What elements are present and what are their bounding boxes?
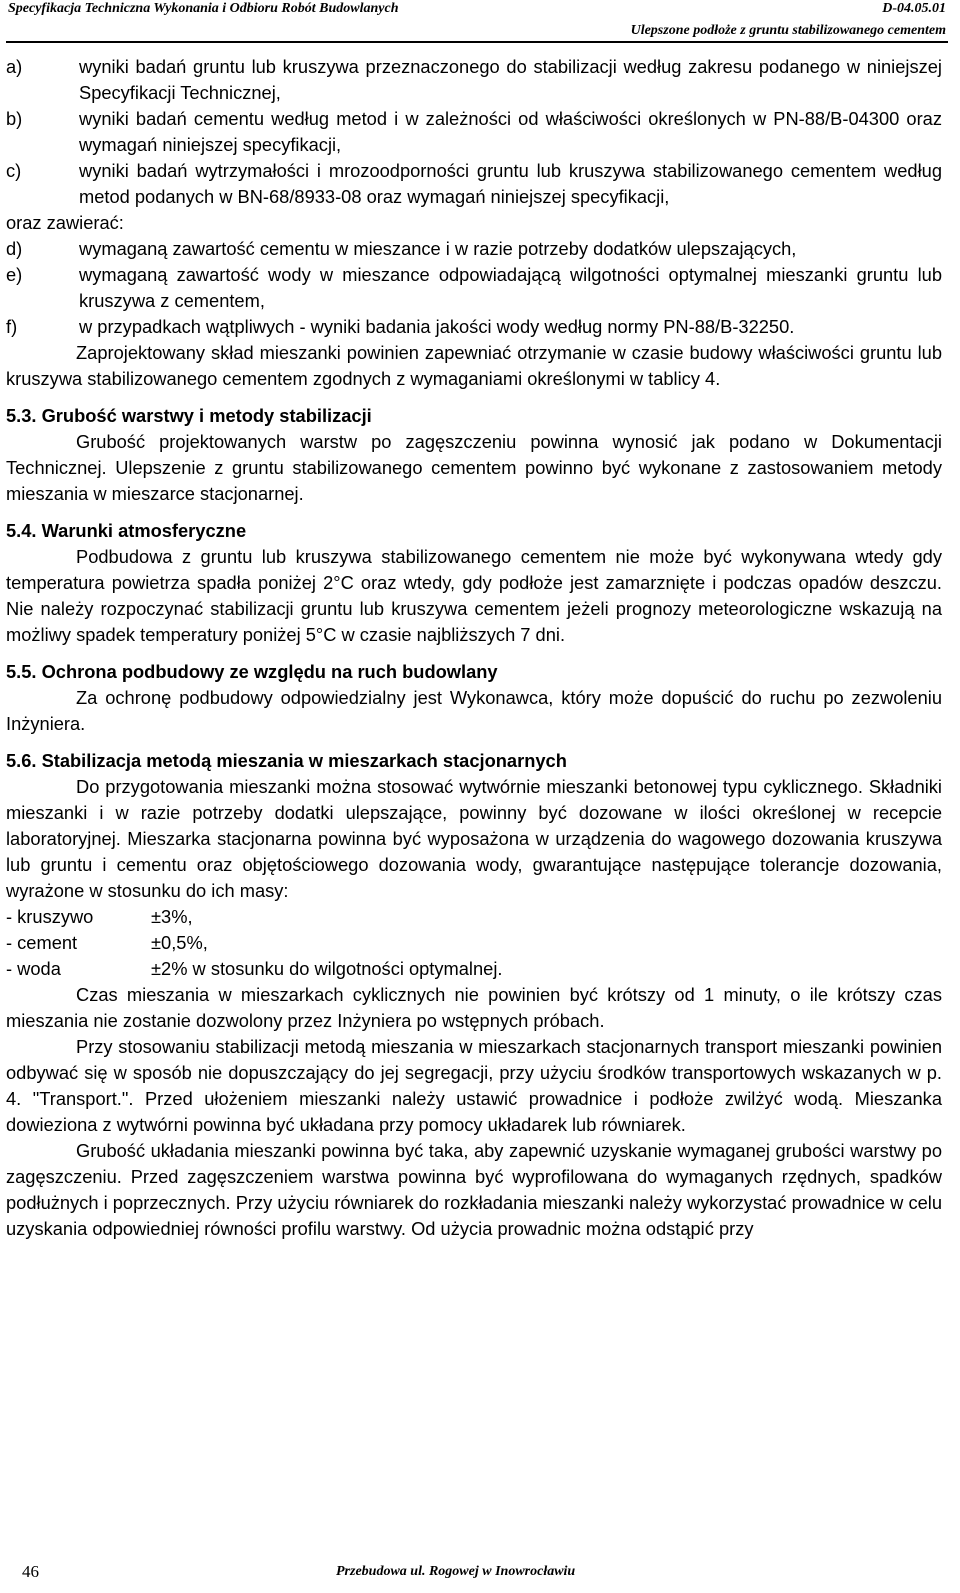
list-marker: b) <box>6 108 23 129</box>
tolerance-name: - cement <box>6 932 78 953</box>
header-document-title: Specyfikacja Techniczna Wykonania i Odbioru Robót Budowlanych <box>8 1 399 16</box>
section-heading: 5.3. Grubość warstwy i metody stabilizacji <box>6 405 372 426</box>
tolerance-name: - kruszywo <box>6 906 94 927</box>
list-marker: f) <box>6 316 18 337</box>
list-item <box>6 236 942 262</box>
header-document-code: D-04.05.01 <box>882 1 946 16</box>
list-item <box>6 314 942 340</box>
page-footer <box>0 1558 960 1588</box>
list-intro: oraz zawierać: <box>6 212 124 233</box>
list-item <box>6 262 942 314</box>
paragraph: Czas mieszania w mieszarkach cyklicznych nie powinien być krótszy od 1 minuty, o ile krótszy czas mieszania nie zostanie dozwolony przez Inżyniera po wstępnych próbach. <box>6 984 942 1031</box>
paragraph: Grubość projektowanych warstw po zagęszczeniu powinna wynosić jak podano w Dokumentacji Technicznej. Ulepszenie z gruntu stabilizowanego cementem powinno być wykonane z zastosowaniem metody mieszania w mieszarce stacjonarnej. <box>6 431 942 504</box>
paragraph: Zaprojektowany skład mieszanki powinien zapewniać otrzymanie w czasie budowy właściwości gruntu lub kruszywa stabilizowanego cementem zgodnych z wymaganiami określonymi w tablicy 4. <box>6 342 942 389</box>
list-text: wyniki badań cementu według metod i w zależności od właściwości określonych w PN-88/B-04300 oraz wymagań niniejszej specyfikacji, <box>79 108 942 155</box>
list-marker: a) <box>6 56 23 77</box>
paragraph: Za ochronę podbudowy odpowiedzialny jest Wykonawca, który może dopuścić do ruchu po zezwoleniu Inżyniera. <box>6 687 942 734</box>
paragraph: Grubość układania mieszanki powinna być taka, aby zapewnić uzyskanie wymaganej grubości warstwy po zagęszczeniu. Przed zagęszczeniem warstwa powinna być wyprofilowana do wymaganych rzędnych, spadków podłużnych i poprzecznych. Przy użyciu równiarek do rozkładania mieszanki należy wykorzystać prowadnice w celu uzyskania odpowiedniej równości profilu warstwy. Od użycia prowadnic można odstąpić przy <box>6 1140 942 1239</box>
list-marker: e) <box>6 264 23 285</box>
tolerance-value: ±2% w stosunku do wilgotności optymalnej. <box>151 958 503 979</box>
paragraph: Przy stosowaniu stabilizacji metodą mieszania w mieszarkach stacjonarnych transport mieszanki powinien odbywać się w sposób nie dopuszczający do jej segregacji, przy użyciu środków transportowych wskazanych w p. 4. "Transport.". Przed ułożeniem mieszanki należy ustawić prowadnice i podłoże zwilżyć wodą. Mieszanka dowieziona z wytwórni powinna być układana przy pomocy układarek lub równiarek. <box>6 1036 942 1135</box>
list-text: wymaganą zawartość cementu w mieszance i w razie potrzeby dodatków ulepszających, <box>79 238 797 259</box>
page-content <box>6 54 942 1242</box>
tolerance-value: ±3%, <box>151 906 193 927</box>
header-section-title: Ulepszone podłoże z gruntu stabilizowanego cementem <box>630 23 946 38</box>
tolerance-name: - woda <box>6 958 61 979</box>
page-number: 46 <box>22 1562 39 1581</box>
footer-project-title: Przebudowa ul. Rogowej w Inowrocławiu <box>336 1564 576 1579</box>
tolerance-row <box>6 930 942 956</box>
list-text: w przypadkach wątpliwych - wyniki badania jakości wody według normy PN-88/B-32250. <box>79 316 795 337</box>
list-marker: c) <box>6 160 22 181</box>
list-item <box>6 158 942 210</box>
page-header <box>0 0 960 44</box>
list-text: wyniki badań gruntu lub kruszywa przeznaczonego do stabilizacji według zakresu podanego w niniejszej Specyfikacji Technicznej, <box>79 56 942 103</box>
paragraph: Do przygotowania mieszanki można stosować wytwórnie mieszanki betonowej typu cyklicznego. Składniki mieszanki i w razie potrzeby dodatki ulepszające, powinny być dozowane w ilości określonej w recepcie laboratoryjnej. Mieszarka stacjonarna powinna być wyposażona w urządzenia do wagowego dozowania kruszywa lub gruntu i cementu oraz objętościowego dozowania wody, gwarantujące następujące tolerancje dozowania, wyrażone w stosunku do ich masy: <box>6 776 942 901</box>
paragraph: Podbudowa z gruntu lub kruszywa stabilizowanego cementem nie może być wykonywana wtedy gdy temperatura powietrza spadła poniżej 2°C oraz wtedy, gdy podłoże jest zamarznięte i podczas opadów deszczu. Nie należy rozpoczynać stabilizacji gruntu lub kruszywa cementem jeżeli prognozy meteorologiczne wskazują na możliwy spadek temperatury poniżej 5°C w czasie najbliższych 7 dni. <box>6 546 942 645</box>
tolerance-row <box>6 956 942 982</box>
section-heading: 5.5. Ochrona podbudowy ze względu na ruch budowlany <box>6 661 498 682</box>
section-heading: 5.6. Stabilizacja metodą mieszania w mieszarkach stacjonarnych <box>6 750 567 771</box>
section-heading: 5.4. Warunki atmosferyczne <box>6 520 247 541</box>
list-text: wyniki badań wytrzymałości i mrozoodporności gruntu lub kruszywa stabilizowanego cementem według metod podanych w BN-68/8933-08 oraz wymagań niniejszej specyfikacji, <box>79 160 942 207</box>
list-item <box>6 54 942 106</box>
list-item <box>6 106 942 158</box>
header-rule <box>6 41 948 43</box>
list-marker: d) <box>6 238 23 259</box>
list-text: wymaganą zawartość wody w mieszance odpowiadającą wilgotności optymalnej mieszanki gruntu lub kruszywa z cementem, <box>79 264 942 311</box>
tolerance-value: ±0,5%, <box>151 932 208 953</box>
tolerance-row <box>6 904 942 930</box>
